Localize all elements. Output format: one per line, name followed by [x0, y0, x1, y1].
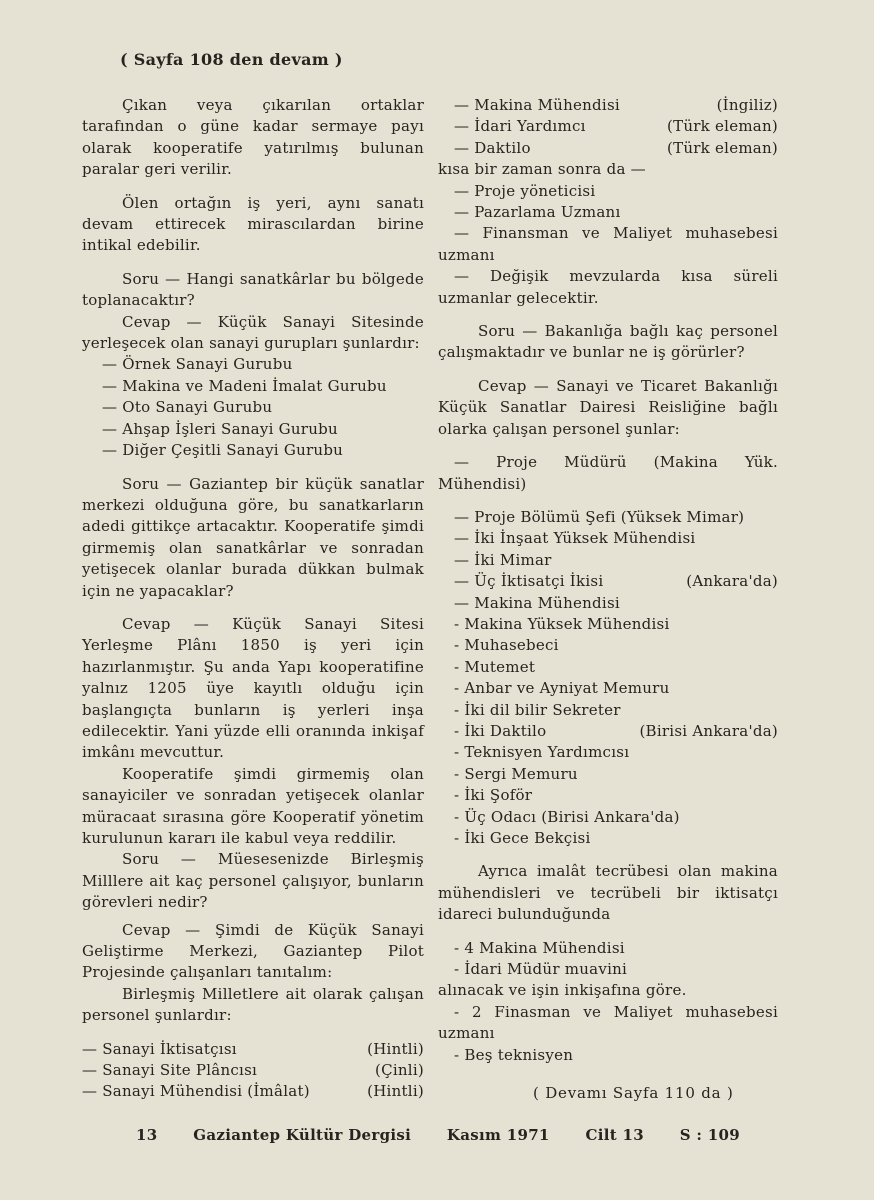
list-item: — Oto Sanayi Gurubu [102, 398, 273, 417]
personnel-row: - Makina Yüksek Mühendisi [454, 614, 670, 633]
personnel-row: — Proje Bölümü Şefi (Yüksek Mimar) [454, 507, 745, 526]
personnel-row: — İki Mimar [454, 550, 552, 569]
paragraph: Birleşmiş Milletlere ait olarak çalışan personel şunlardır: [82, 984, 424, 1025]
answer: Cevap — Küçük Sanayi Sitesinde yerleşecek olan sanayi gurupları şunlardır: [82, 312, 424, 353]
list-item: — Makina ve Madeni İmalat Gurubu [102, 376, 387, 395]
list-item: — Proje Müdürü (Makina Yük. Mühendisi) [438, 453, 778, 493]
continuation-header: ( Sayfa 108 den devam ) [120, 50, 343, 69]
staff-row: — Sanayi Site Plâncısı (Çinli) [82, 1061, 424, 1080]
paragraph: Kooperatife şimdi girmemiş olan sanayiciler ve sonradan yetişecek olanlar müracaat sırasına göre Kooperatif yönetim kurulunun kararı ile kabul veya reddilir. [82, 764, 424, 847]
staff-row: — Makina Mühendisi (İngiliz) [454, 96, 778, 114]
personnel-row: - Sergi Memuru [454, 764, 578, 783]
paragraph: alınacak ve işin inkişafına göre. [438, 981, 687, 1000]
paragraph: kısa bir zaman sonra da — [438, 160, 646, 179]
footer-number: 13 [136, 1126, 158, 1144]
journal-title: Gaziantep Kültür Dergisi [193, 1126, 412, 1144]
right-column [438, 95, 778, 1066]
list-item: — Finansman ve Maliyet muhasebesi uzmanı [438, 224, 778, 264]
paragraph: Çıkan veya çıkarılan ortaklar tarafından o güne kadar sermaye payı olarak kooperatife yatırılmış bulunan paralar geri verilir. [82, 96, 424, 179]
list-item: - 4 Makina Mühendisi [454, 938, 625, 957]
personnel-row: - Mutemet [454, 657, 536, 676]
personnel-row: - Muhasebeci [454, 636, 559, 655]
personnel-row: - Teknisyen Yardımcısı [454, 743, 630, 762]
list-item: - 2 Finasman ve Maliyet muhasebesi uzmanı [438, 1002, 778, 1043]
list-item: — Proje yöneticisi [454, 181, 596, 200]
left-column [82, 95, 424, 1103]
staff-row: — Sanayi Mühendisi (İmâlat) (Hintli) [82, 1082, 424, 1101]
answer: Cevap — Şimdi de Küçük Sanayi Geliştirme Merkezi, Gaziantep Pilot Projesinde çalışanları tanıtalım: [82, 920, 424, 982]
list-item: — Örnek Sanayi Gurubu [102, 355, 293, 374]
question: Soru — Bakanlığa bağlı kaç personel çalışmaktadır ve bunlar ne iş görürler? [438, 322, 778, 362]
paragraph: Ayrıca imalât tecrübesi olan makina mühendisleri ve tecrübeli bir iktisatçı idareci bulunduğunda [438, 862, 778, 924]
list-item: — Diğer Çeşitli Sanayi Gurubu [102, 441, 344, 460]
question: Soru — Müesesenizde Birleşmiş Milllere ait kaç personel çalışıyor, bunların görevleri nedir? [82, 850, 424, 912]
list-item: — Değişik mevzularda kısa süreli uzmanlar gelecektir. [438, 267, 778, 307]
personnel-row: - İki Gece Bekçisi [454, 829, 591, 847]
paragraph: Ölen ortağın iş yeri, aynı sanatı devam ettirecek mirascılardan birine intikal edebilir. [82, 193, 424, 255]
volume: Cilt 13 [585, 1126, 644, 1144]
staff-row: — İdari Yardımcı (Türk eleman) [454, 117, 778, 136]
personnel-row: - Anbar ve Ayniyat Memuru [454, 679, 670, 698]
question: Soru — Hangi sanatkârlar bu bölgede toplanacaktır? [82, 269, 424, 310]
staff-row: — Sanayi İktisatçısı (Hintli) [82, 1039, 424, 1058]
list-item: - Beş teknisyen [454, 1045, 574, 1064]
issue-date: Kasım 1971 [446, 1126, 550, 1144]
staff-row: — Daktilo (Türk eleman) [454, 138, 778, 157]
list-item: — Ahşap İşleri Sanayi Gurubu [102, 419, 338, 438]
list-item: - İdari Müdür muavini [454, 960, 628, 979]
personnel-row: - İki Daktilo (Birisi Ankara'da) [454, 721, 778, 740]
page-number: S : 109 [679, 1126, 740, 1144]
personnel-row: - İki dil bilir Sekreter [454, 700, 621, 719]
list-item: — Pazarlama Uzmanı [454, 203, 621, 222]
personnel-row: — Makina Mühendisi [454, 593, 620, 612]
answer: Cevap — Sanayi ve Ticaret Bakanlığı Küçük Sanatlar Dairesi Reisliğine bağlı olarka çalışan personel şunlar: [438, 376, 778, 438]
personnel-row: - İki Şoför [454, 786, 533, 805]
answer: Cevap — Küçük Sanayi Sitesi Yerleşme Plânı 1850 iş yeri için hazırlanmıştır. Şu anda Yapı kooperatifine yalnız 1205 üye kayıtlı olduğu için başlangıçta bunların iş yerleri inşa edilecektir. Yani yüzde elli oranında inkişaf imkânı mevcuttur. [82, 614, 424, 762]
continued-note: ( Devamı Sayfa 110 da ) [533, 1084, 734, 1102]
personnel-row: - Üç Odacı (Birisi Ankara'da) [454, 807, 680, 826]
personnel-row: — Üç İktisatçi İkisi (Ankara'da) [454, 572, 778, 591]
page-footer [136, 1126, 740, 1144]
personnel-row: — İki İnşaat Yüksek Mühendisi [454, 529, 696, 548]
question: Soru — Gaziantep bir küçük sanatlar merkezi olduğuna göre, bu sanatkarların adedi gittikçe artacaktır. Kooperatife şimdi girmemiş olan sanatkârlar ve sonradan yetişecek olanlar burada dükkan bulmak için ne yapacaklar? [82, 474, 424, 600]
